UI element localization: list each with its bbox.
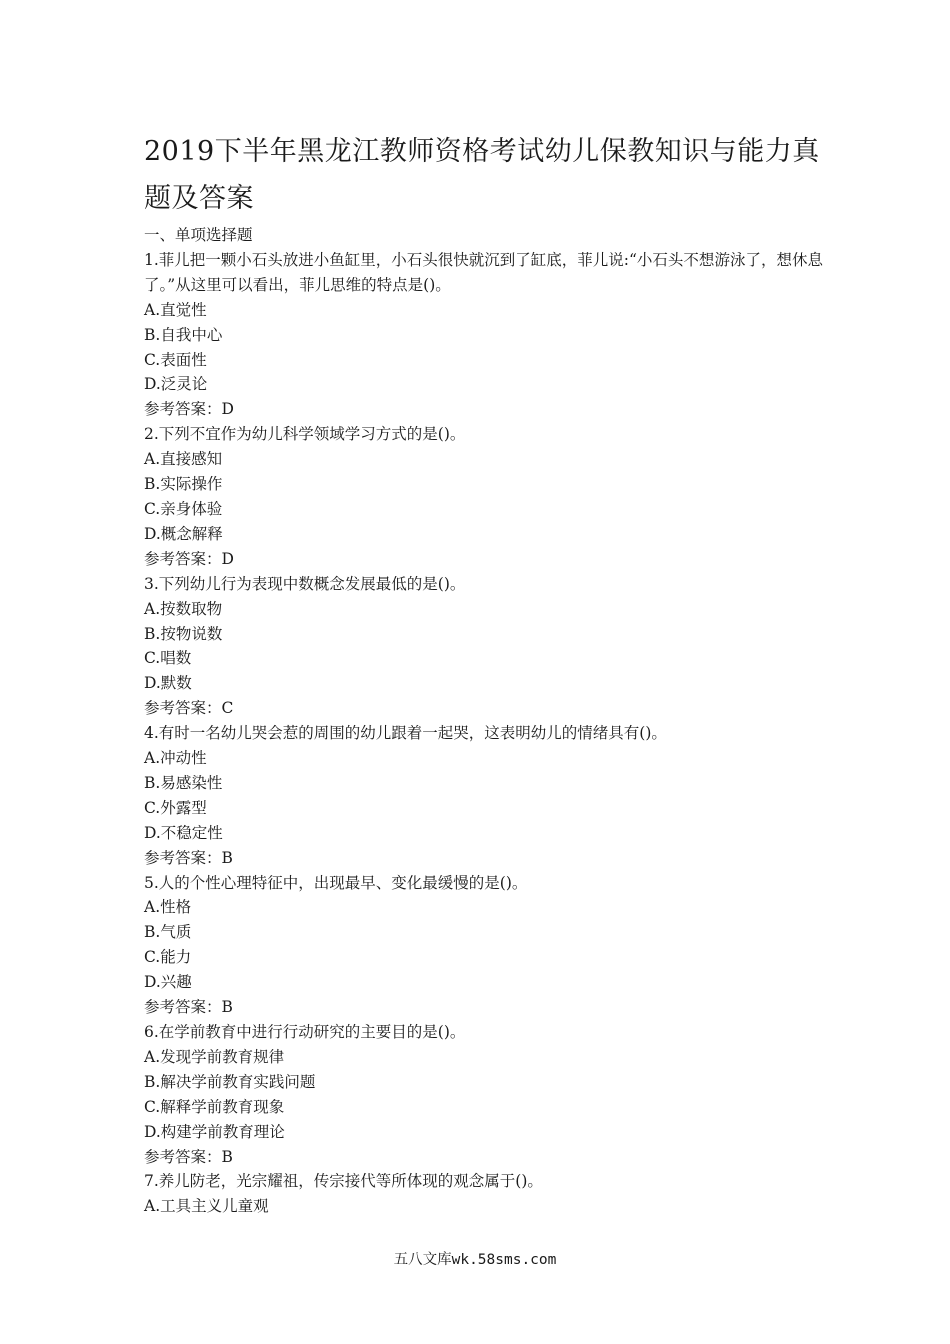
page-footer: 五八文库wk.58sms.com	[393, 1252, 557, 1268]
answer-line: 参考答案：B	[144, 1147, 233, 1166]
option-a: A.直觉性	[144, 300, 207, 319]
option-a: A.按数取物	[144, 599, 223, 618]
option-a: A.发现学前教育规律	[144, 1047, 285, 1066]
question-block	[144, 422, 824, 571]
option-b: B.自我中心	[144, 325, 223, 344]
answer-line: 参考答案：D	[144, 549, 234, 568]
question-block	[144, 248, 824, 422]
option-a: A.工具主义儿童观	[144, 1197, 269, 1216]
option-c: C.亲身体验	[144, 499, 223, 518]
option-a: A.冲动性	[144, 749, 207, 768]
option-b: B.按物说数	[144, 624, 223, 643]
question-block	[144, 572, 824, 721]
option-d: D.构建学前教育理论	[144, 1122, 285, 1141]
option-c: C.外露型	[144, 798, 207, 817]
answer-line: 参考答案：D	[144, 400, 234, 419]
option-b: B.解决学前教育实践问题	[144, 1072, 316, 1091]
document-body	[144, 223, 824, 1219]
question-stem: 6.在学前教育中进行行动研究的主要目的是()。	[144, 1023, 466, 1041]
option-d: D.泛灵论	[144, 375, 208, 394]
question-stem: 1.菲儿把一颗小石头放进小鱼缸里，小石头很快就沉到了缸底，菲儿说:“小石头不想游泳了，想休息了。”从这里可以看出，菲儿思维的特点是()。	[144, 250, 823, 294]
option-a: A.直接感知	[144, 450, 223, 469]
question-stem: 3.下列幼儿行为表现中数概念发展最低的是()。	[144, 574, 466, 593]
option-d: D.默数	[144, 674, 192, 693]
question-stem: 2.下列不宜作为幼儿科学领域学习方式的是()。	[144, 425, 466, 444]
option-d: D.兴趣	[144, 973, 192, 992]
option-b: B.实际操作	[144, 475, 223, 494]
question-stem: 5.人的个性心理特征中，出现最早、变化最缓慢的是()。	[144, 873, 528, 892]
answer-line: 参考答案：B	[144, 848, 233, 867]
section-heading: 一、单项选择题	[144, 226, 253, 244]
option-d: D.概念解释	[144, 524, 223, 543]
question-block	[144, 1169, 824, 1219]
document-title: 2019下半年黑龙江教师资格考试幼儿保教知识与能力真题及答案	[144, 136, 820, 214]
question-stem: 4.有时一名幼儿哭会惹的周围的幼儿跟着一起哭，这表明幼儿的情绪具有()。	[144, 724, 667, 743]
option-c: C.能力	[144, 948, 192, 967]
option-c: C.解释学前教育现象	[144, 1097, 285, 1116]
answer-line: 参考答案：C	[144, 699, 234, 718]
option-c: C.唱数	[144, 649, 192, 668]
answer-line: 参考答案：B	[144, 998, 233, 1017]
question-stem: 7.养儿防老，光宗耀祖，传宗接代等所体现的观念属于()。	[144, 1172, 543, 1191]
option-a: A.性格	[144, 898, 192, 917]
question-block	[144, 721, 824, 870]
question-block	[144, 1020, 824, 1169]
question-block	[144, 871, 824, 1020]
option-d: D.不稳定性	[144, 823, 223, 842]
option-c: C.表面性	[144, 350, 207, 369]
option-b: B.气质	[144, 923, 192, 942]
option-b: B.易感染性	[144, 773, 223, 792]
